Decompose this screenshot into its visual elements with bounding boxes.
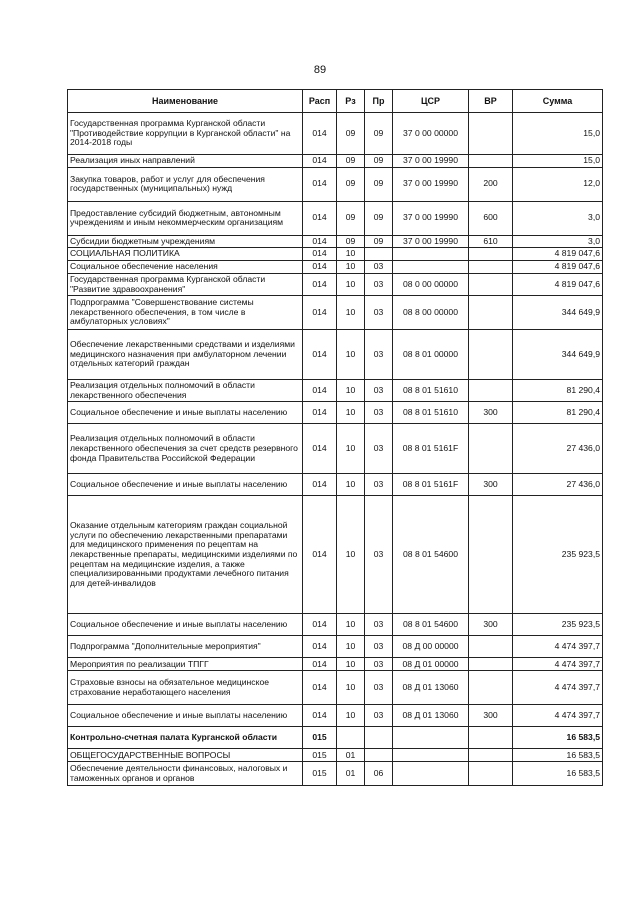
cell-vr <box>469 113 513 155</box>
cell-rz: 09 <box>337 235 365 248</box>
cell-name: Реализация отдельных полномочий в области лекарственного обеспечения за счет средств резервного фонда Правительства Российской Федерации <box>68 424 303 474</box>
cell-sum: 4 819 047,6 <box>513 248 603 261</box>
cell-csr: 08 Д 01 13060 <box>393 671 469 705</box>
cell-name: ОБЩЕГОСУДАРСТВЕННЫЕ ВОПРОСЫ <box>68 749 303 762</box>
cell-rasp: 014 <box>303 235 337 248</box>
cell-pr: 03 <box>365 380 393 402</box>
table-row <box>68 380 603 402</box>
cell-sum: 4 474 397,7 <box>513 636 603 658</box>
cell-sum: 4 474 397,7 <box>513 658 603 671</box>
cell-vr <box>469 749 513 762</box>
cell-sum: 344 649,9 <box>513 296 603 330</box>
table-row <box>68 402 603 424</box>
cell-vr: 300 <box>469 705 513 727</box>
cell-csr: 08 8 01 5161F <box>393 424 469 474</box>
cell-rz: 10 <box>337 330 365 380</box>
table-row <box>68 167 603 201</box>
cell-rz: 10 <box>337 614 365 636</box>
cell-pr: 03 <box>365 671 393 705</box>
cell-rz <box>337 727 365 749</box>
cell-rz: 10 <box>337 636 365 658</box>
cell-rasp: 014 <box>303 705 337 727</box>
cell-rz: 10 <box>337 380 365 402</box>
cell-csr: 08 Д 01 13060 <box>393 705 469 727</box>
cell-csr: 08 8 01 51610 <box>393 380 469 402</box>
cell-rz: 10 <box>337 496 365 614</box>
cell-rasp: 014 <box>303 201 337 235</box>
table-row <box>68 424 603 474</box>
cell-sum: 3,0 <box>513 201 603 235</box>
table-row <box>68 273 603 295</box>
cell-rasp: 014 <box>303 671 337 705</box>
cell-sum: 81 290,4 <box>513 402 603 424</box>
cell-name: СОЦИАЛЬНАЯ ПОЛИТИКА <box>68 248 303 261</box>
table-row <box>68 496 603 614</box>
cell-name: Страховые взносы на обязательное медицинское страхование неработающего населения <box>68 671 303 705</box>
cell-name: Социальное обеспечение и иные выплаты населению <box>68 402 303 424</box>
cell-csr: 37 0 00 19990 <box>393 155 469 168</box>
table-row <box>68 261 603 274</box>
table-row <box>68 749 603 762</box>
cell-rasp: 014 <box>303 402 337 424</box>
cell-rz: 10 <box>337 296 365 330</box>
cell-rasp: 014 <box>303 296 337 330</box>
cell-rz: 01 <box>337 749 365 762</box>
table-body <box>68 113 603 786</box>
cell-vr <box>469 155 513 168</box>
cell-csr: 08 0 00 00000 <box>393 273 469 295</box>
cell-csr: 08 Д 01 00000 <box>393 658 469 671</box>
cell-name: Субсидии бюджетным учреждениям <box>68 235 303 248</box>
cell-rasp: 014 <box>303 330 337 380</box>
table-row <box>68 296 603 330</box>
cell-csr: 08 8 01 54600 <box>393 614 469 636</box>
table-header-row <box>68 90 603 113</box>
cell-rz: 10 <box>337 671 365 705</box>
cell-rz: 10 <box>337 705 365 727</box>
cell-rz: 09 <box>337 113 365 155</box>
cell-pr: 03 <box>365 296 393 330</box>
cell-vr <box>469 636 513 658</box>
cell-sum: 4 819 047,6 <box>513 261 603 274</box>
cell-rasp: 014 <box>303 273 337 295</box>
cell-vr: 300 <box>469 614 513 636</box>
cell-vr: 600 <box>469 201 513 235</box>
cell-rasp: 014 <box>303 424 337 474</box>
cell-pr: 03 <box>365 474 393 496</box>
table-row <box>68 155 603 168</box>
table-row <box>68 705 603 727</box>
header-rasp: Расп <box>303 90 337 113</box>
page-number: 89 <box>313 64 327 76</box>
cell-vr: 200 <box>469 167 513 201</box>
cell-sum: 235 923,5 <box>513 496 603 614</box>
header-rz: Рз <box>337 90 365 113</box>
cell-sum: 15,0 <box>513 113 603 155</box>
cell-vr: 300 <box>469 402 513 424</box>
cell-rasp: 015 <box>303 749 337 762</box>
cell-rasp: 014 <box>303 248 337 261</box>
header-sum: Сумма <box>513 90 603 113</box>
cell-name: Государственная программа Курганской области "Противодействие коррупции в Курганской области" на 2014-2018 годы <box>68 113 303 155</box>
cell-pr: 09 <box>365 113 393 155</box>
cell-name: Реализация иных направлений <box>68 155 303 168</box>
cell-vr <box>469 762 513 786</box>
table-row <box>68 614 603 636</box>
cell-sum: 4 474 397,7 <box>513 671 603 705</box>
cell-rasp: 014 <box>303 658 337 671</box>
cell-pr: 03 <box>365 658 393 671</box>
table-row <box>68 330 603 380</box>
cell-sum: 16 583,5 <box>513 762 603 786</box>
cell-csr: 08 Д 00 00000 <box>393 636 469 658</box>
cell-csr: 08 8 01 00000 <box>393 330 469 380</box>
table-row <box>68 762 603 786</box>
cell-vr <box>469 727 513 749</box>
cell-rasp: 014 <box>303 155 337 168</box>
cell-rz: 10 <box>337 424 365 474</box>
cell-pr <box>365 248 393 261</box>
cell-pr <box>365 727 393 749</box>
cell-rasp: 014 <box>303 261 337 274</box>
cell-sum: 4 474 397,7 <box>513 705 603 727</box>
cell-csr <box>393 727 469 749</box>
cell-sum: 12,0 <box>513 167 603 201</box>
cell-pr: 03 <box>365 402 393 424</box>
table-row <box>68 113 603 155</box>
cell-vr <box>469 261 513 274</box>
cell-vr <box>469 273 513 295</box>
cell-rasp: 015 <box>303 762 337 786</box>
cell-pr: 09 <box>365 201 393 235</box>
cell-rz: 10 <box>337 658 365 671</box>
cell-name: Социальное обеспечение и иные выплаты населению <box>68 705 303 727</box>
table-row <box>68 658 603 671</box>
cell-sum: 235 923,5 <box>513 614 603 636</box>
cell-sum: 15,0 <box>513 155 603 168</box>
header-pr: Пр <box>365 90 393 113</box>
cell-rz: 10 <box>337 474 365 496</box>
cell-pr: 09 <box>365 235 393 248</box>
cell-name: Реализация отдельных полномочий в области лекарственного обеспечения <box>68 380 303 402</box>
cell-pr <box>365 749 393 762</box>
cell-name: Обеспечение лекарственными средствами и изделиями медицинского назначения при амбулаторном лечении отдельных категорий граждан <box>68 330 303 380</box>
cell-csr: 08 8 01 5161F <box>393 474 469 496</box>
cell-pr: 03 <box>365 614 393 636</box>
cell-pr: 06 <box>365 762 393 786</box>
cell-rz: 09 <box>337 167 365 201</box>
header-csr: ЦСР <box>393 90 469 113</box>
cell-name: Обеспечение деятельности финансовых, налоговых и таможенных органов и органов <box>68 762 303 786</box>
cell-vr <box>469 296 513 330</box>
cell-csr: 08 8 01 54600 <box>393 496 469 614</box>
cell-vr <box>469 424 513 474</box>
cell-name: Подпрограмма "Дополнительные мероприятия" <box>68 636 303 658</box>
cell-rasp: 014 <box>303 474 337 496</box>
cell-rasp: 015 <box>303 727 337 749</box>
cell-pr: 03 <box>365 273 393 295</box>
cell-rz: 10 <box>337 402 365 424</box>
cell-name: Государственная программа Курганской области "Развитие здравоохранения" <box>68 273 303 295</box>
cell-vr <box>469 380 513 402</box>
cell-pr: 03 <box>365 636 393 658</box>
table-row <box>68 636 603 658</box>
header-vr: ВР <box>469 90 513 113</box>
cell-vr <box>469 496 513 614</box>
cell-csr <box>393 248 469 261</box>
cell-pr: 03 <box>365 424 393 474</box>
cell-sum: 27 436,0 <box>513 424 603 474</box>
cell-rasp: 014 <box>303 496 337 614</box>
cell-pr: 09 <box>365 167 393 201</box>
cell-pr: 03 <box>365 261 393 274</box>
cell-rasp: 014 <box>303 167 337 201</box>
cell-rz: 10 <box>337 261 365 274</box>
cell-rz: 10 <box>337 248 365 261</box>
cell-sum: 16 583,5 <box>513 727 603 749</box>
cell-csr: 37 0 00 00000 <box>393 113 469 155</box>
cell-name: Социальное обеспечение и иные выплаты населению <box>68 474 303 496</box>
table-row <box>68 201 603 235</box>
cell-name: Мероприятия по реализации ТПГГ <box>68 658 303 671</box>
cell-name: Контрольно-счетная палата Курганской области <box>68 727 303 749</box>
cell-vr <box>469 248 513 261</box>
cell-csr: 37 0 00 19990 <box>393 235 469 248</box>
cell-vr: 300 <box>469 474 513 496</box>
cell-name: Оказание отдельным категориям граждан социальной услуги по обеспечению лекарственными препаратами для медицинского применения по рецептам на лекарственные препараты, медицинскими изделиями по рецептам на медицинские изделия, а также специализированными продуктами лечебного питания для детей-инвалидов <box>68 496 303 614</box>
cell-csr: 37 0 00 19990 <box>393 167 469 201</box>
cell-sum: 16 583,5 <box>513 749 603 762</box>
cell-name: Закупка товаров, работ и услуг для обеспечения государственных (муниципальных) нужд <box>68 167 303 201</box>
table-row <box>68 671 603 705</box>
cell-pr: 03 <box>365 496 393 614</box>
budget-table <box>67 89 603 786</box>
cell-sum: 3,0 <box>513 235 603 248</box>
cell-rz: 09 <box>337 155 365 168</box>
cell-vr <box>469 330 513 380</box>
cell-rasp: 014 <box>303 636 337 658</box>
cell-csr: 08 8 01 51610 <box>393 402 469 424</box>
cell-sum: 81 290,4 <box>513 380 603 402</box>
cell-rasp: 014 <box>303 380 337 402</box>
cell-csr <box>393 749 469 762</box>
cell-rasp: 014 <box>303 113 337 155</box>
cell-pr: 03 <box>365 705 393 727</box>
cell-name: Предоставление субсидий бюджетным, автономным учреждениям и иным некоммерческим организациям <box>68 201 303 235</box>
table-row <box>68 727 603 749</box>
cell-sum: 4 819 047,6 <box>513 273 603 295</box>
cell-csr <box>393 762 469 786</box>
table-row <box>68 474 603 496</box>
cell-vr <box>469 671 513 705</box>
cell-rasp: 014 <box>303 614 337 636</box>
cell-name: Социальное обеспечение и иные выплаты населению <box>68 614 303 636</box>
cell-rz: 10 <box>337 273 365 295</box>
cell-rz: 09 <box>337 201 365 235</box>
cell-pr: 09 <box>365 155 393 168</box>
cell-sum: 27 436,0 <box>513 474 603 496</box>
table-row <box>68 248 603 261</box>
table-row <box>68 235 603 248</box>
cell-vr <box>469 658 513 671</box>
cell-rz: 01 <box>337 762 365 786</box>
cell-csr: 08 8 00 00000 <box>393 296 469 330</box>
cell-name: Подпрограмма "Совершенствование системы лекарственного обеспечения, в том числе в амбулаторных условиях" <box>68 296 303 330</box>
cell-pr: 03 <box>365 330 393 380</box>
header-name: Наименование <box>68 90 303 113</box>
cell-csr <box>393 261 469 274</box>
cell-sum: 344 649,9 <box>513 330 603 380</box>
cell-csr: 37 0 00 19990 <box>393 201 469 235</box>
cell-name: Социальное обеспечение населения <box>68 261 303 274</box>
cell-vr: 610 <box>469 235 513 248</box>
